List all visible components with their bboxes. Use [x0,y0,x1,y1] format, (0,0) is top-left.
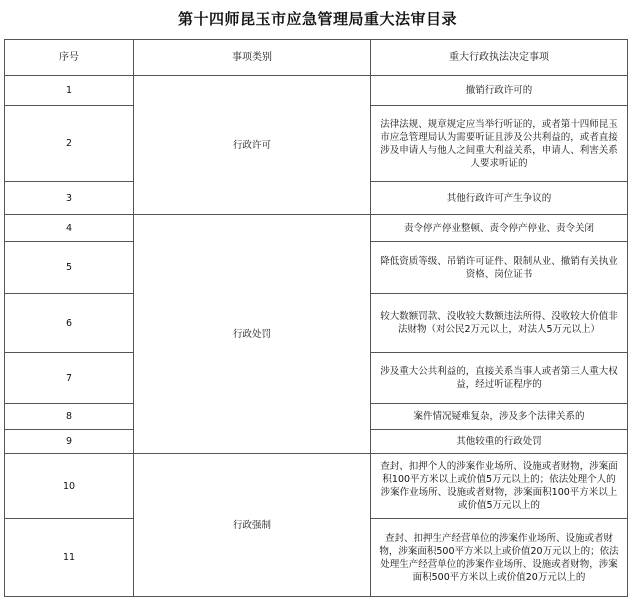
category-cell-license: 行政许可 [134,76,371,215]
decision-item: 较大数额罚款、没收较大数额违法所得、没收较大价值非法财物（对公民2万元以上，对法人5万元以上） [371,294,628,353]
row-number: 1 [5,76,134,106]
decision-item: 查封、扣押生产经营单位的涉案作业场所、设施或者财物，涉案面积500平方米以上或价值20万元以上的；依法处理生产经营单位的涉案作业场所、设施或者财物，涉案面积500平方米以上或价值20万元以上的 [371,519,628,597]
row-number: 6 [5,294,134,353]
table-row [5,215,628,242]
decision-item: 撤销行政许可的 [371,76,628,106]
category-cell-penalty: 行政处罚 [134,215,371,454]
decision-item: 法律法规、规章规定应当举行听证的，或者第十四师昆玉市应急管理局认为需要听证且涉及公共利益的，或者直接涉及申请人与他人之间重大利益关系，申请人、利害关系人要求听证的 [371,106,628,182]
row-number: 5 [5,242,134,294]
row-number: 11 [5,519,134,597]
review-catalog-table [4,39,628,597]
decision-item: 责令停产停业整顿、责令停产停业、责令关闭 [371,215,628,242]
row-number: 3 [5,182,134,215]
row-number: 9 [5,430,134,454]
table-header-row [5,40,628,76]
decision-item: 其他行政许可产生争议的 [371,182,628,215]
table-row [5,76,628,106]
document-title: 第十四师昆玉市应急管理局重大法审目录 [177,10,457,28]
row-number: 2 [5,106,134,182]
row-number: 8 [5,404,134,430]
header-no: 序号 [5,40,134,76]
header-category: 事项类别 [134,40,371,76]
row-number: 7 [5,353,134,404]
category-cell-coercion: 行政强制 [134,454,371,597]
decision-item: 降低资质等级、吊销许可证件、限制从业、撤销有关执业资格、岗位证书 [371,242,628,294]
decision-item: 查封、扣押个人的涉案作业场所、设施或者财物，涉案面积100平方米以上或价值5万元以上的；依法处理个人的涉案作业场所、设施或者财物，涉案面积100平方米以上或价值5万元以上的 [371,454,628,519]
decision-item: 涉及重大公共利益的，直接关系当事人或者第三人重大权益，经过听证程序的 [371,353,628,404]
table-row [5,454,628,519]
decision-item: 其他较重的行政处罚 [371,430,628,454]
row-number: 4 [5,215,134,242]
row-number: 10 [5,454,134,519]
decision-item: 案件情况疑难复杂，涉及多个法律关系的 [371,404,628,430]
header-decision: 重大行政执法决定事项 [371,40,628,76]
